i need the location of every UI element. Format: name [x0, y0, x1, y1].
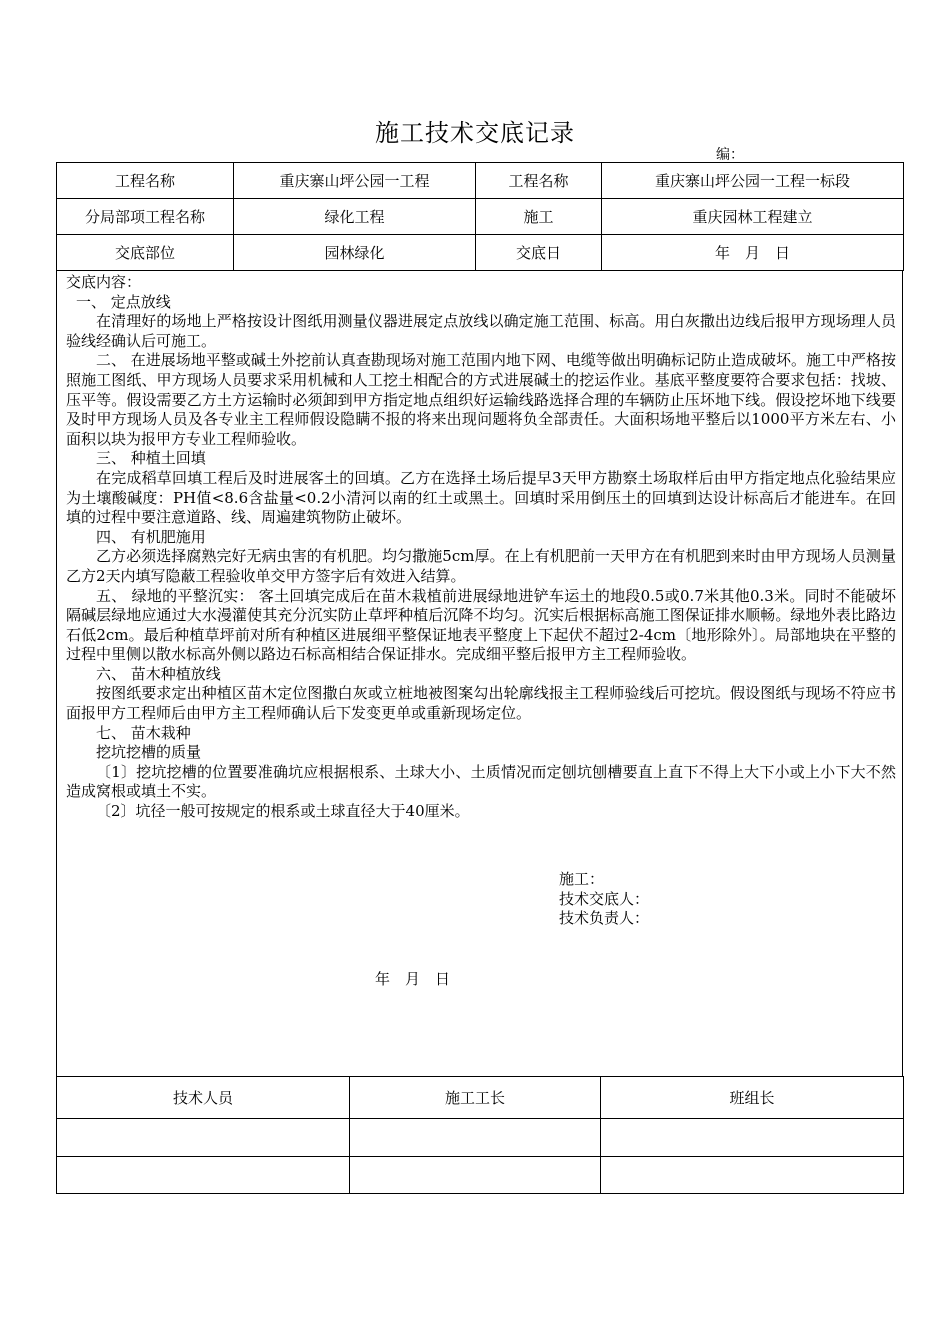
- document-title: 施工技术交底记录: [375, 119, 575, 147]
- construction-signature: 施工：: [559, 870, 605, 888]
- handover-date-value: 年 月 日: [602, 235, 904, 271]
- content-section: [56, 270, 903, 1076]
- sign-off-header-row: [57, 1077, 904, 1119]
- pit-rule-2: 〔2〕坑径一般可按规定的根系或土球直径大于40厘米。: [96, 802, 470, 821]
- header-table: [56, 162, 904, 271]
- header-row-subproject: [57, 199, 904, 235]
- section-paragraph-4: 乙方必须选择腐熟完好无病虫害的有机肥。均匀撒施5cm厚。在上有机肥前一天甲方在有机肥到来时由甲方现场人员测量乙方2天内填写隐蔽工程验收单交甲方签字后有效进入结算。: [66, 547, 896, 585]
- section-heading-3: 三、 种植土回填: [96, 449, 206, 468]
- project-name-label-2: 工程名称: [476, 163, 602, 199]
- pit-rule-1: 〔1〕挖坑挖槽的位置要准确坑应根据根系、土球大小、土质情况而定刨坑刨槽要直上直下不得上大下小或上小下大不然造成窝根或填土不实。: [66, 762, 896, 801]
- technical-lead-signature: 技术负责人：: [559, 909, 650, 928]
- sign-off-row: [57, 1157, 904, 1194]
- section-paragraph-6: 按图纸要求定出种植区苗木定位图撒白灰或立桩地被图案勾出轮廓线报主工程师验线后可挖坑。假设图纸与现场不符应书面报甲方工程师后由甲方主工程师确认后下发变更单或重新现场定位。: [66, 684, 896, 723]
- section-paragraph-3: 在完成稻草回填工程后及时进展客土的回填。乙方在选择土场后提早3天甲方勘察土场取样后由甲方指定地点化验结果应为土壤酸碱度：PH值<8.6含盐量<0.2小清河以南的红土或黑土。回填时采用倒压土的回填到达设计标高后才能进车。在回填的过程中要注意道路、线、周遍建筑物防止破坏。: [66, 468, 896, 527]
- sign-cell[interactable]: [601, 1157, 904, 1194]
- construction-unit-value: 重庆园林工程建立: [602, 199, 904, 235]
- technical-staff-header: 技术人员: [57, 1077, 350, 1119]
- project-name-value: 重庆寨山坪公园一工程: [234, 163, 476, 199]
- technical-briefer-signature: 技术交底人：: [559, 889, 650, 908]
- sign-cell[interactable]: [350, 1157, 601, 1194]
- sign-off-row: [57, 1119, 904, 1157]
- site-foreman-header: 施工工长: [350, 1077, 601, 1119]
- content-body: [66, 273, 896, 822]
- construction-unit-label: 施工: [476, 199, 602, 235]
- sign-cell[interactable]: [57, 1157, 350, 1194]
- team-leader-header: 班组长: [601, 1077, 904, 1119]
- signature-date: 年 月 日: [375, 970, 451, 988]
- serial-number-label: 编：: [716, 147, 744, 163]
- header-row-project: [57, 163, 904, 199]
- handover-part-label: 交底部位: [57, 235, 234, 271]
- sign-off-table: [56, 1076, 904, 1194]
- section-heading-4: 四、 有机肥施用: [96, 527, 206, 546]
- section-heading-1: 一、 定点放线: [76, 292, 171, 311]
- handover-part-value: 园林绿化: [234, 235, 476, 271]
- signature-block: [559, 870, 649, 929]
- section-heading-6: 六、 苗木种植放线: [96, 664, 221, 683]
- section-paragraph-2: 二、 在进展场地平整或碱土外挖前认真查勘现场对施工范围内地下网、电缆等做出明确标记防止造成破坏。施工中严格按照施工图纸、甲方现场人员要求采用机械和人工挖土相配合的方式进展碱土的挖运作业。基底平整度要符合要求包括：找坡、压平等。假设需要乙方土方运输时必须卸到甲方指定地点组织好运输线路选择合理的车辆防止压坏地下线。假设挖坏地下线要及时甲方现场人员及各专业主工程师假设隐瞒不报的将来出现问题将负全部责任。大面积场地平整后以1000平方米左右、小面积以块为报甲方专业工程师验收。: [66, 351, 896, 448]
- project-section-value: 重庆寨山坪公园一工程一标段: [602, 163, 904, 199]
- subproject-value: 绿化工程: [234, 199, 476, 235]
- sign-cell[interactable]: [57, 1119, 350, 1157]
- sign-cell[interactable]: [350, 1119, 601, 1157]
- content-heading: 交底内容：: [66, 273, 142, 291]
- section-paragraph-1: 在清理好的场地上严格按设计图纸用测量仪器进展定点放线以确定施工范围、标高。用白灰撒出边线后报甲方现场理人员验线经确认后可施工。: [66, 312, 896, 350]
- subproject-label: 分局部项工程名称: [57, 199, 234, 235]
- project-name-label: 工程名称: [57, 163, 234, 199]
- subsection-heading-pit-quality: 挖坑挖槽的质量: [96, 743, 202, 762]
- handover-date-label: 交底日: [476, 235, 602, 271]
- section-paragraph-5: 五、 绿地的平整沉实： 客土回填完成后在苗木栽植前进展绿地进铲车运土的地段0.5或0.7米其他0.3米。同时不能破坏隔碱层绿地应通过大水漫灌使其充分沉实防止草坪种植后沉降不均匀。沉实后根据标高施工图保证排水顺畅。绿地外表比路边石低2cm。最后种植草坪前对所有种植区进展细平整保证地表平整度上下起伏不超过2-4cm〔地形除外〕。局部地块在平整的过程中里侧以散水标高外侧以路边石标高相结合保证排水。完成细平整后报甲方主工程师验收。: [66, 586, 896, 664]
- sign-cell[interactable]: [601, 1119, 904, 1157]
- section-heading-7: 七、 苗木栽种: [96, 723, 191, 742]
- header-row-part: [57, 235, 904, 271]
